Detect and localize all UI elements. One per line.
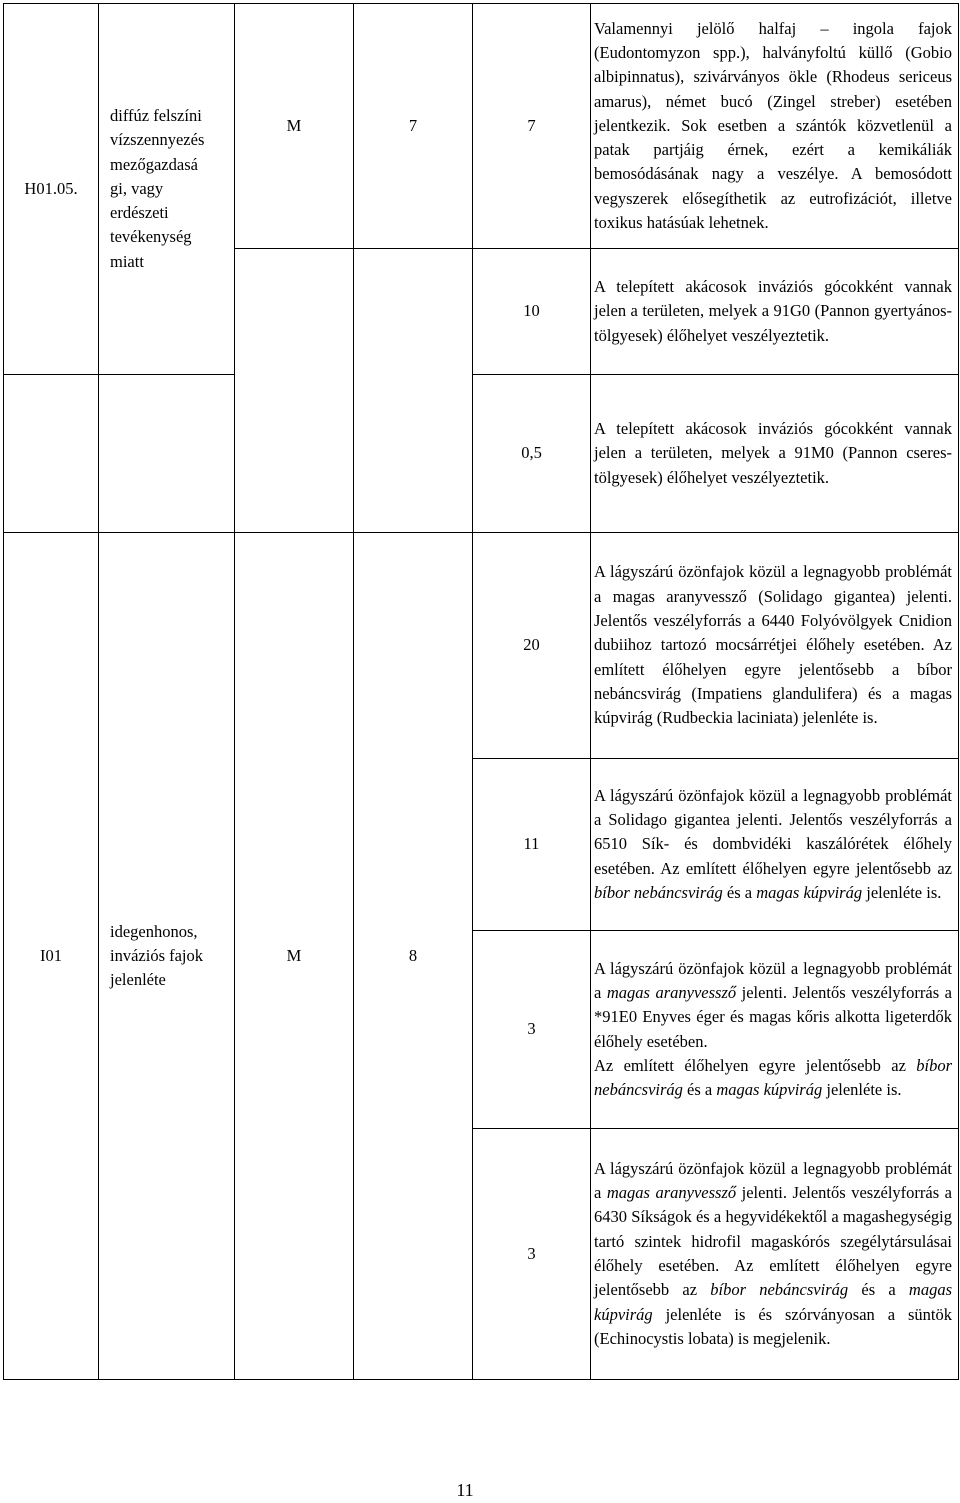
text-paragraph (594, 1054, 952, 1103)
impact-text (591, 1129, 959, 1380)
species-name: bíbor nebáncsvirág (594, 882, 723, 902)
desc-line: miatt (110, 251, 144, 271)
threat-rank: 7 (354, 4, 473, 249)
text-run: és a (722, 882, 757, 902)
text-run: A lágyszárú özönfajok közül a legnagyobb problémát a (594, 1158, 952, 1203)
threat-category: M (235, 533, 354, 1380)
impact-text: A telepített akácosok inváziós gócokként vannak jelen a területen, melyek a 91M0 (Pannon cseres-tölgyesek) élőhelyet veszélyeztetik. (591, 375, 959, 533)
text-run: Az említett élőhelyen egyre jelentősebb az (594, 1055, 917, 1075)
threats-table (3, 3, 959, 1380)
impact-text: A lágyszárú özönfajok közül a legnagyobb problémát a magas aranyvessző (Solidago gigantea) jelenti. Jelentős veszélyforrás a 6440 Folyóvölgyek Cnidion dubiihoz tartozó mocsárrétjei élőhely esetében. Az említett élőhelyen egyre jelentősebb a bíbor nebáncsvirág (Impatiens glandulifera) és a magas kúpvirág (Rudbeckia laciniata) jelenléte is. (591, 533, 959, 759)
impact-text: Valamennyi jelölő halfaj – ingola fajok (Eudontomyzon spp.), halványfoltú küllő (Gobio albipinnatus), szivárványos ökle (Rhodeus sericeus amarus), német bucó (Zingel streber) esetében jelentkezik. Sok esetben a szántók közvetlenül a patak partjáig érnek, ezért a kemikáliák bemosódásának nagy a veszélye. A bemosódott vegyszerek elősegíthetik az eutrofizációt, illetve toxikus hatásúak lehetnek. (591, 4, 959, 249)
species-name: magas kúpvirág (716, 1080, 823, 1100)
desc-line: inváziós fajok (110, 945, 204, 965)
text-run: és a (848, 1280, 909, 1300)
species-name: bíbor nebáncsvirág (710, 1280, 849, 1300)
table-row (4, 533, 959, 759)
impact-percent: 3 (473, 1129, 591, 1380)
table-row (4, 4, 959, 249)
impact-text: A telepített akácosok inváziós gócokként vannak jelen a területen, melyek a 91G0 (Pannon gyertyános-tölgyesek) élőhelyet veszélyeztetik. (591, 249, 959, 375)
page-number: 11 (456, 1480, 474, 1500)
text-run: jelenti. Jelentős veszélyforrás a *91E0 Enyves éger és magas kőris alkotta ligeterdők élőhely esetében. (594, 982, 953, 1051)
threat-rank: 8 (354, 533, 473, 1380)
species-name: bíbor nebáncsvirág (594, 1055, 952, 1100)
desc-line: mezőgazdasá (110, 154, 198, 174)
species-name: magas kúpvirág (594, 1280, 952, 1324)
desc-line: tevékenység (110, 227, 192, 247)
text-run: jelenléte is és szórványosan a süntök (Echinocystis lobata) is megjelenik. (594, 1304, 952, 1348)
species-name: magas aranyvessző (606, 1183, 737, 1203)
text-run: jelenléte is. (822, 1080, 902, 1100)
impact-percent: 10 (473, 249, 591, 375)
threat-code: I01 (4, 533, 99, 1380)
impact-text (591, 931, 959, 1129)
species-name: magas aranyvessző (606, 982, 737, 1002)
threat-code: H01.05. (4, 4, 99, 375)
desc-line: gi, vagy (110, 178, 164, 198)
impact-percent: 0,5 (473, 375, 591, 533)
desc-line: vízszennyezés (110, 130, 205, 150)
impact-text (591, 759, 959, 931)
desc-line: erdészeti (110, 203, 169, 223)
desc-line: jelenléte (110, 970, 166, 990)
threat-description (99, 533, 235, 1380)
impact-percent: 7 (473, 4, 591, 249)
threat-description (99, 4, 235, 375)
text-run: jelenléte is. (862, 882, 942, 902)
text-paragraph (594, 957, 952, 1054)
desc-line: idegenhonos, (110, 921, 198, 941)
table-row (4, 375, 959, 533)
text-run: jelenti. Jelentős veszélyforrás a 6430 Síkságok és a hegyvidékektől a magashegységig tartó szintek hidrofil magaskórós szegélytársulásai élőhely esetében. Az említett élőhelyen egyre jelentősebb az (594, 1183, 953, 1300)
impact-percent: 11 (473, 759, 591, 931)
species-name: magas kúpvirág (756, 882, 863, 902)
text-run: és a (682, 1080, 717, 1100)
desc-line: diffúz felszíni (110, 105, 202, 125)
impact-percent: 3 (473, 931, 591, 1129)
text-run: A lágyszárú özönfajok közül a legnagyobb problémát a Solidago gigantea jelenti. Jelentős veszélyforrás a 6510 Sík- és dombvidéki kaszálórétek élőhely esetében. Az említett élőhelyen egyre jelentősebb az (594, 785, 952, 878)
impact-percent: 20 (473, 533, 591, 759)
text-run: A lágyszárú özönfajok közül a legnagyobb problémát a (594, 958, 952, 1002)
threat-category: M (235, 4, 354, 249)
